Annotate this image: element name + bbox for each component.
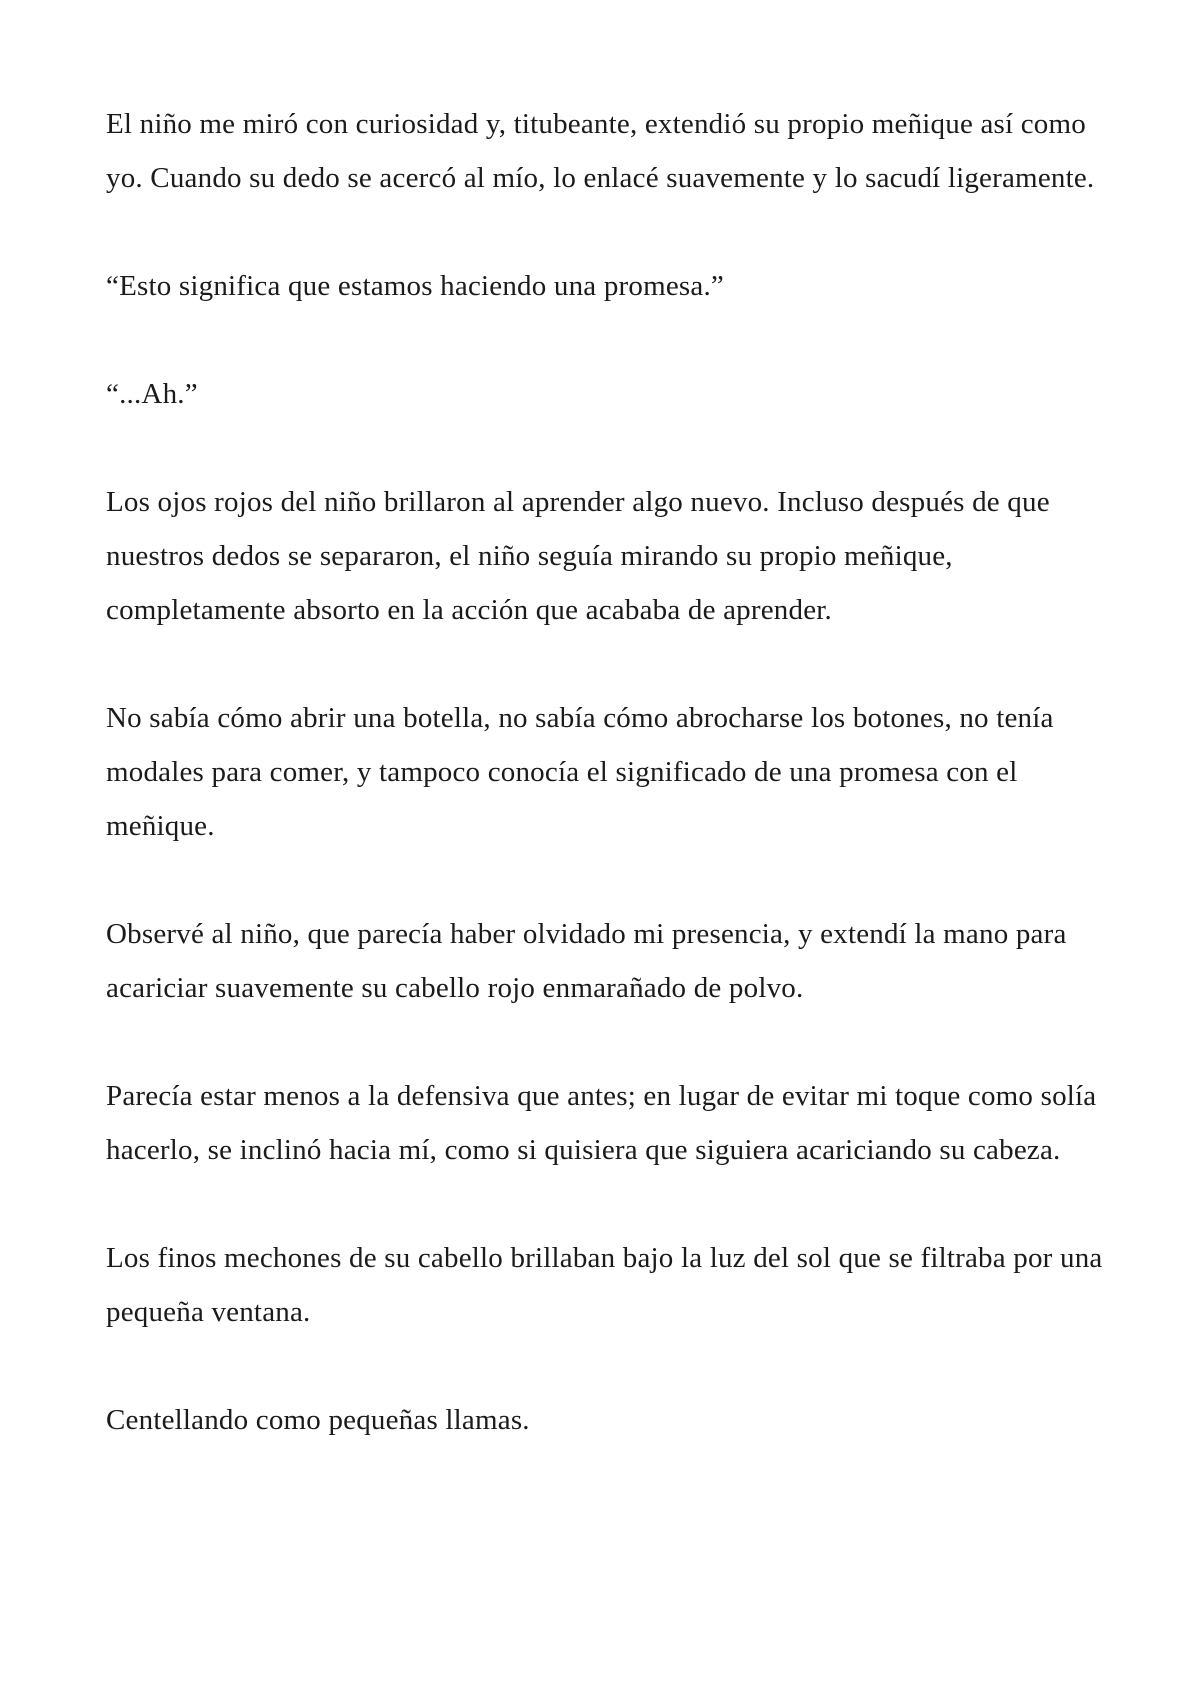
paragraph-8: Los finos mechones de su cabello brillaban bajo la luz del sol que se filtraba por una pequeña ventana. — [106, 1242, 1103, 1328]
paragraph-5: No sabía cómo abrir una botella, no sabía cómo abrocharse los botones, no tenía modales para comer, y tampoco conocía el significado de una promesa con el meñique. — [106, 702, 1054, 842]
paragraph-2: “Esto significa que estamos haciendo una promesa.” — [106, 270, 724, 302]
paragraph-9: Centellando como pequeñas llamas. — [106, 1404, 530, 1436]
paragraph-6: Observé al niño, que parecía haber olvidado mi presencia, y extendí la mano para acariciar suavemente su cabello rojo enmarañado de polvo. — [106, 918, 1067, 1004]
paragraph-4: Los ojos rojos del niño brillaron al aprender algo nuevo. Incluso después de que nuestros dedos se separaron, el niño seguía mirando su propio meñique, completamente absorto en la acción que acababa de aprender. — [106, 486, 1050, 626]
paragraph-1: El niño me miró con curiosidad y, titubeante, extendió su propio meñique así como yo. Cuando su dedo se acercó al mío, lo enlacé suavemente y lo sacudí ligeramente. — [106, 108, 1095, 194]
paragraph-7: Parecía estar menos a la defensiva que antes; en lugar de evitar mi toque como solía hacerlo, se inclinó hacia mí, como si quisiera que siguiera acariciando su cabeza. — [106, 1080, 1097, 1166]
paragraph-3: “...Ah.” — [106, 378, 198, 410]
story-text — [106, 97, 1116, 1447]
